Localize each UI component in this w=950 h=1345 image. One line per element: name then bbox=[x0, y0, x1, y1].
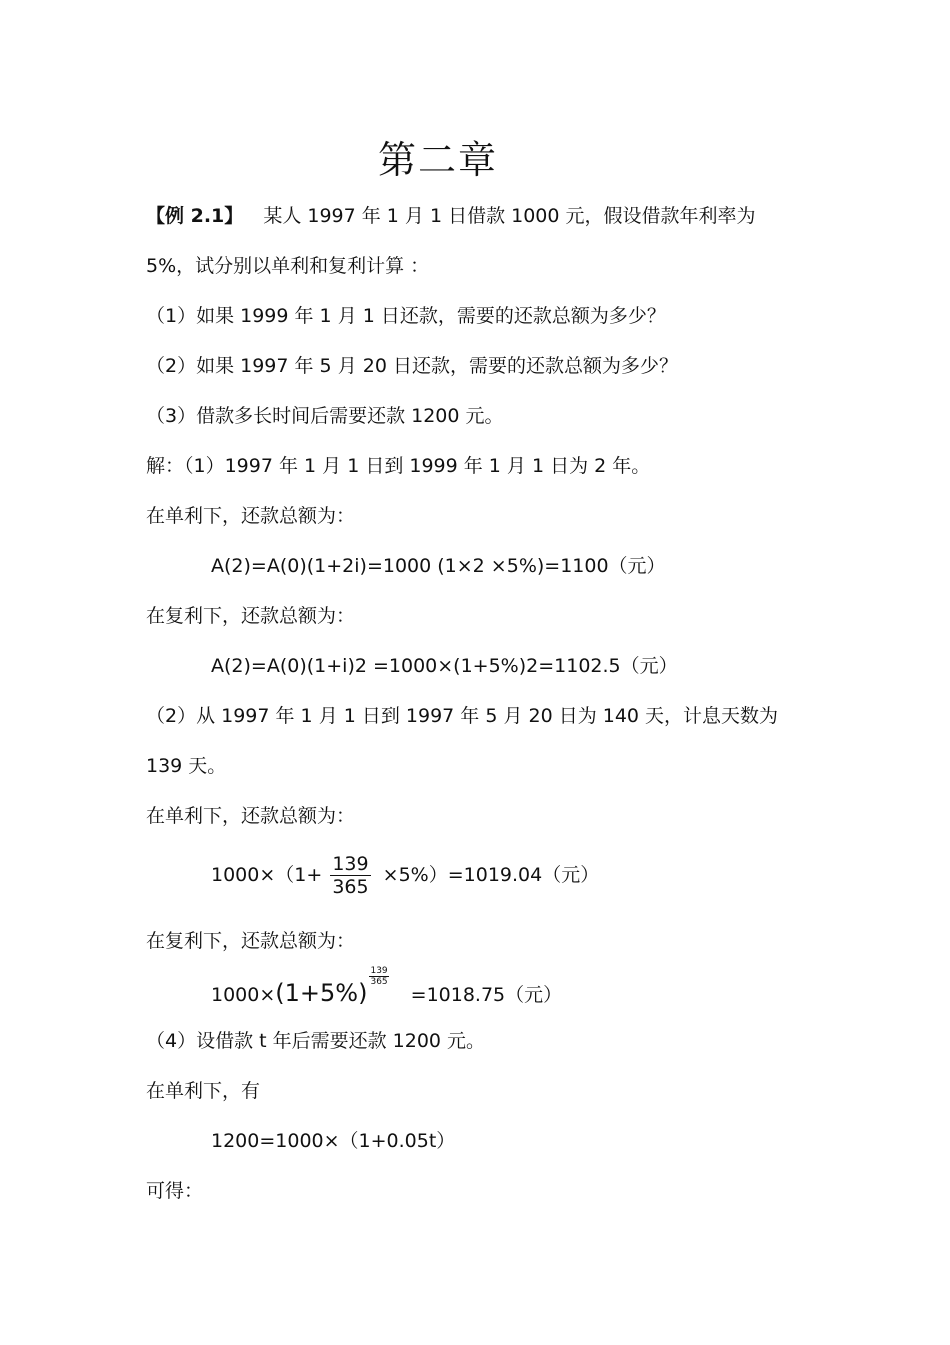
question-1: （1）如果 1999 年 1 月 1 日还款，需要的还款总额为多少？ bbox=[146, 305, 666, 327]
simple-interest-formula-2 bbox=[211, 853, 599, 898]
formula-3-after: =1018.75（元） bbox=[410, 984, 563, 1006]
simple-interest-formula-1: A(2)=A(0)(1+2i)=1000 (1×2 ×5%)=1100（元） bbox=[211, 555, 666, 577]
fraction-denominator: 365 bbox=[332, 876, 369, 898]
simple-interest-formula-3: 1200=1000×（1+0.05t） bbox=[211, 1130, 456, 1152]
formula-3-base: (1+5%) bbox=[275, 979, 368, 1007]
example-label: 【例 2.1】 bbox=[146, 205, 244, 227]
solution-part1-intro: 解：（1）1997 年 1 月 1 日到 1999 年 1 月 1 日为 2 年。 bbox=[146, 455, 651, 477]
simple-interest-label-1: 在单利下，还款总额为： bbox=[146, 505, 356, 527]
simple-interest-label-2: 在单利下，还款总额为： bbox=[146, 805, 356, 827]
chapter-title: 第二章 bbox=[377, 138, 498, 182]
formula-2-after: ×5%）=1019.04（元） bbox=[382, 864, 600, 886]
formula-2-before: 1000×（1+ bbox=[211, 864, 323, 886]
exponent-numerator: 139 bbox=[370, 966, 388, 976]
solution-part4-intro: （4）设借款 t 年后需要还款 1200 元。 bbox=[146, 1030, 486, 1052]
exponent-denominator: 365 bbox=[370, 977, 388, 987]
exponent-fraction bbox=[369, 966, 388, 987]
fraction-139-365 bbox=[330, 853, 370, 898]
compound-interest-formula-1: A(2)=A(0)(1+i)2 =1000×(1+5%)2=1102.5（元） bbox=[211, 655, 678, 677]
question-3: （3）借款多长时间后需要还款 1200 元。 bbox=[146, 405, 504, 427]
simple-interest-label-3: 在单利下，有 bbox=[146, 1080, 261, 1102]
compound-interest-formula-2 bbox=[211, 966, 563, 1008]
formula-3-before: 1000× bbox=[211, 984, 276, 1006]
example-text-1: 某人 1997 年 1 月 1 日借款 1000 元，假设借款年利率为 bbox=[263, 205, 756, 227]
result-label: 可得： bbox=[146, 1180, 204, 1202]
example-line-1 bbox=[146, 203, 756, 229]
fraction-numerator: 139 bbox=[332, 853, 369, 875]
solution-part2-intro-a: （2）从 1997 年 1 月 1 日到 1997 年 5 月 20 日为 140 天，计息天数为 bbox=[146, 705, 779, 727]
solution-part2-intro-b: 139 天。 bbox=[146, 755, 227, 777]
question-2: （2）如果 1997 年 5 月 20 日还款，需要的还款总额为多少？ bbox=[146, 355, 678, 377]
compound-interest-label-1: 在复利下，还款总额为： bbox=[146, 605, 356, 627]
compound-interest-label-2: 在复利下，还款总额为： bbox=[146, 930, 356, 952]
example-text-2: 5%，试分别以单利和复利计算 ： bbox=[146, 255, 430, 277]
